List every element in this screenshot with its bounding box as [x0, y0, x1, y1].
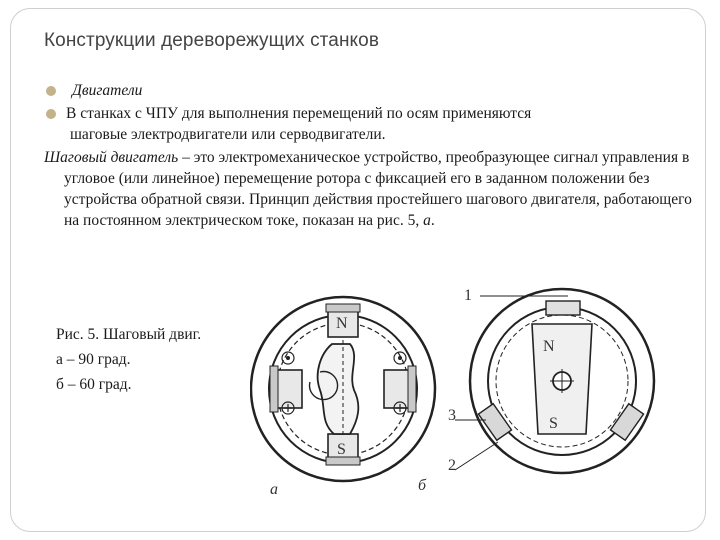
figure-label-b: б [418, 477, 427, 494]
stepper-motor-figure [250, 282, 700, 512]
callout-2: 2 [448, 457, 456, 474]
figure-caption [56, 322, 201, 397]
caption-line-2: а – 90 град. [56, 351, 131, 368]
bullet-dot-icon [46, 109, 56, 119]
pole-s-label: S [337, 441, 346, 458]
pole-n-label: N [336, 315, 348, 332]
bullet-text: В станках с ЧПУ для выполнения перемещений по осям применяются [66, 105, 532, 122]
caption-line-3: б – 60 град. [56, 376, 132, 393]
caption-line-1: Рис. 5. Шаговый двиг. [56, 326, 202, 343]
bullet-dot-icon [46, 86, 56, 96]
figure-ref: а [423, 212, 431, 229]
figure-label-a: а [270, 481, 278, 498]
definition-end: . [430, 212, 435, 229]
definition-text: – это электромеханическое устройство, преобразующее сигнал управления в угловое (или линейное) перемещение ротора с фиксацией его в заданном положении без устройства обратной связи. Принцип действия простейшего шагового двигателя, работающего на постоянном электрическом токе, показан на рис. 5, [64, 149, 692, 229]
bullet-text: Двигатели [72, 82, 143, 99]
bullet-text-continuation: шаговые электродвигатели или серводвигатели. [70, 126, 386, 143]
pole-n-label-b: N [543, 338, 555, 355]
definition-paragraph [44, 147, 694, 231]
slide-title: Конструкции дереворежущих станков [44, 30, 380, 51]
callout-3: 3 [448, 407, 456, 424]
bullet-item [44, 80, 694, 101]
pole-s-label-b: S [549, 415, 558, 432]
slide-body [44, 80, 694, 231]
definition-term: Шаговый двигатель [44, 149, 179, 166]
callout-1: 1 [464, 287, 472, 304]
bullet-item [44, 103, 694, 145]
motor-diagram-b [455, 289, 654, 473]
